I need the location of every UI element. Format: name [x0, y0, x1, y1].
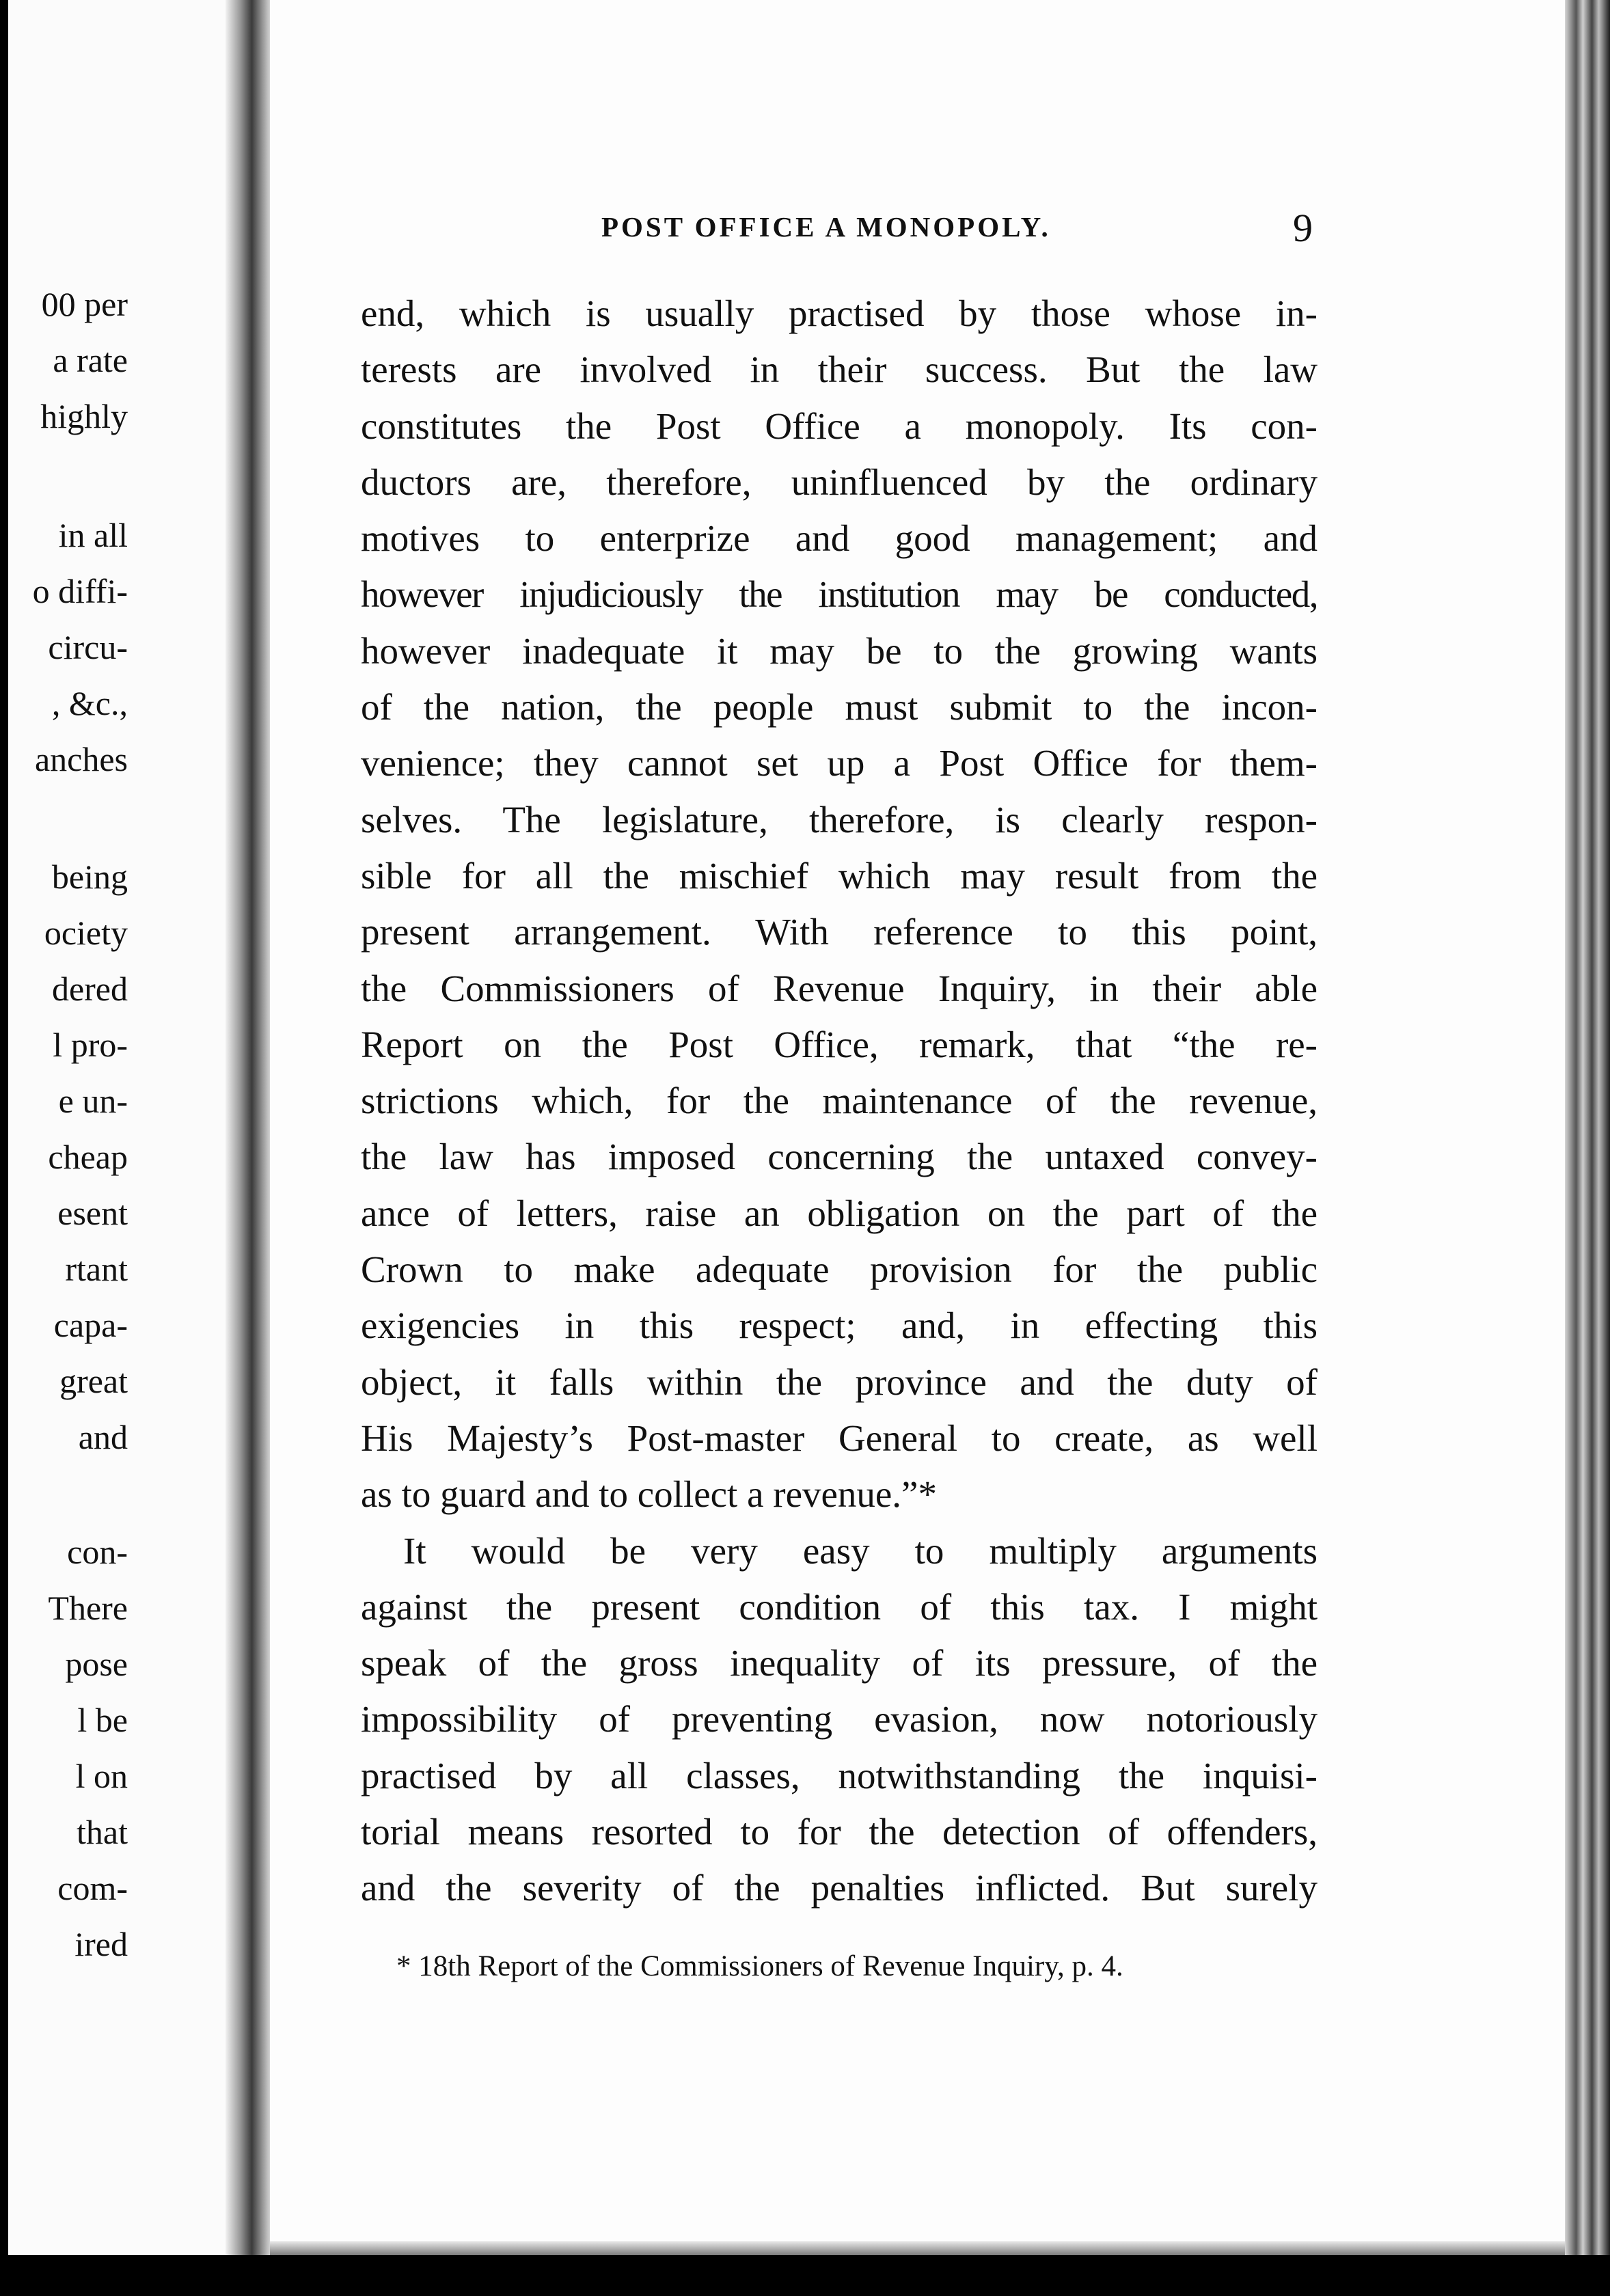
- text-line: It would be very easy to multiply arguments: [403, 1529, 1318, 1572]
- facing-fragment: esent: [57, 1194, 128, 1232]
- facing-fragment: ociety: [44, 914, 128, 952]
- facing-fragment: com-: [57, 1869, 128, 1907]
- facing-fragment: in all: [58, 516, 128, 554]
- footnote: * 18th Report of the Commissioners of Revenue Inquiry, p. 4.: [396, 1950, 1123, 1982]
- facing-fragment: highly: [40, 397, 128, 435]
- facing-fragment: circu-: [48, 628, 128, 666]
- text-line: ance of letters, raise an obligation on the part of the: [361, 1192, 1318, 1234]
- facing-fragment: l pro-: [53, 1026, 128, 1064]
- text-line: sible for all the mischief which may result from the: [361, 854, 1318, 897]
- text-line: speak of the gross inequality of its pressure, of the: [361, 1642, 1318, 1684]
- text-line: of the nation, the people must submit to the incon-: [361, 686, 1318, 728]
- facing-fragment: 00 per: [41, 285, 128, 323]
- scan-border-bottom: [0, 2255, 1610, 2296]
- book-gutter-shadow: [226, 0, 273, 2296]
- text-line: ductors are, therefore, uninfluenced by the ordinary: [361, 461, 1318, 503]
- facing-fragment: ired: [74, 1925, 128, 1963]
- text-line: venience; they cannot set up a Post Office for them-: [361, 742, 1318, 784]
- scan-border-left: [0, 0, 8, 2296]
- text-line: the Commissioners of Revenue Inquiry, in their able: [361, 967, 1318, 1009]
- text-line: terests are involved in their success. But the law: [361, 348, 1318, 391]
- text-line: torial means resorted to for the detection of offenders,: [361, 1811, 1318, 1853]
- facing-fragment: cheap: [48, 1138, 128, 1176]
- facing-fragment: , &c.,: [51, 684, 128, 722]
- text-line: exigencies in this respect; and, in effecting this: [361, 1304, 1318, 1347]
- facing-fragment: rtant: [65, 1250, 128, 1288]
- facing-fragment: a rate: [53, 341, 128, 379]
- facing-fragment: dered: [51, 970, 128, 1008]
- body-text: [361, 286, 1318, 1917]
- facing-fragment: that: [77, 1813, 128, 1851]
- text-line: end, which is usually practised by those whose in-: [361, 292, 1318, 334]
- text-line: constitutes the Post Office a monopoly. Its con-: [361, 405, 1318, 447]
- text-line: Report on the Post Office, remark, that “the re-: [361, 1023, 1318, 1065]
- text-line: against the present condition of this tax. I might: [361, 1585, 1318, 1628]
- text-line: His Majesty’s Post-master General to create, as well: [361, 1417, 1318, 1459]
- facing-fragment: e un-: [58, 1082, 128, 1120]
- facing-fragment: con-: [67, 1533, 128, 1571]
- text-line: object, it falls within the province and the duty of: [361, 1361, 1318, 1403]
- facing-fragment: and: [78, 1418, 128, 1456]
- running-head: POST OFFICE A MONOPOLY.: [601, 211, 1051, 243]
- facing-fragment: l on: [75, 1757, 128, 1795]
- facing-fragment: great: [59, 1362, 128, 1400]
- text-line: present arrangement. With reference to this point,: [361, 911, 1318, 953]
- facing-page: [8, 0, 234, 2269]
- text-line: however inadequate it may be to the growing wants: [361, 629, 1318, 672]
- text-line: practised by all classes, notwithstanding the inquisi-: [361, 1754, 1318, 1796]
- text-line: strictions which, for the maintenance of the revenue,: [361, 1080, 1318, 1122]
- text-line: selves. The legislature, therefore, is clearly respon-: [361, 798, 1318, 840]
- facing-fragment: anches: [34, 740, 128, 778]
- text-line: however injudiciously the institution may be conducted,: [361, 573, 1318, 616]
- text-line: the law has imposed concerning the untaxed convey-: [361, 1136, 1318, 1178]
- facing-fragment: l be: [77, 1701, 128, 1739]
- facing-fragment: being: [51, 858, 128, 896]
- text-line: impossibility of preventing evasion, now notoriously: [361, 1698, 1318, 1740]
- page-number: 9: [1293, 206, 1313, 250]
- page-fore-edge: [1565, 0, 1610, 2296]
- facing-fragment: pose: [65, 1645, 128, 1683]
- text-line: Crown to make adequate provision for the public: [361, 1248, 1318, 1291]
- text-line: and the severity of the penalties inflicted. But surely: [361, 1867, 1318, 1909]
- facing-fragment: capa-: [53, 1306, 128, 1344]
- facing-fragment: There: [48, 1589, 128, 1627]
- text-line: as to guard and to collect a revenue.”*: [361, 1473, 937, 1516]
- facing-fragment: o diffi-: [32, 572, 128, 610]
- text-line: motives to enterprize and good management; and: [361, 517, 1318, 560]
